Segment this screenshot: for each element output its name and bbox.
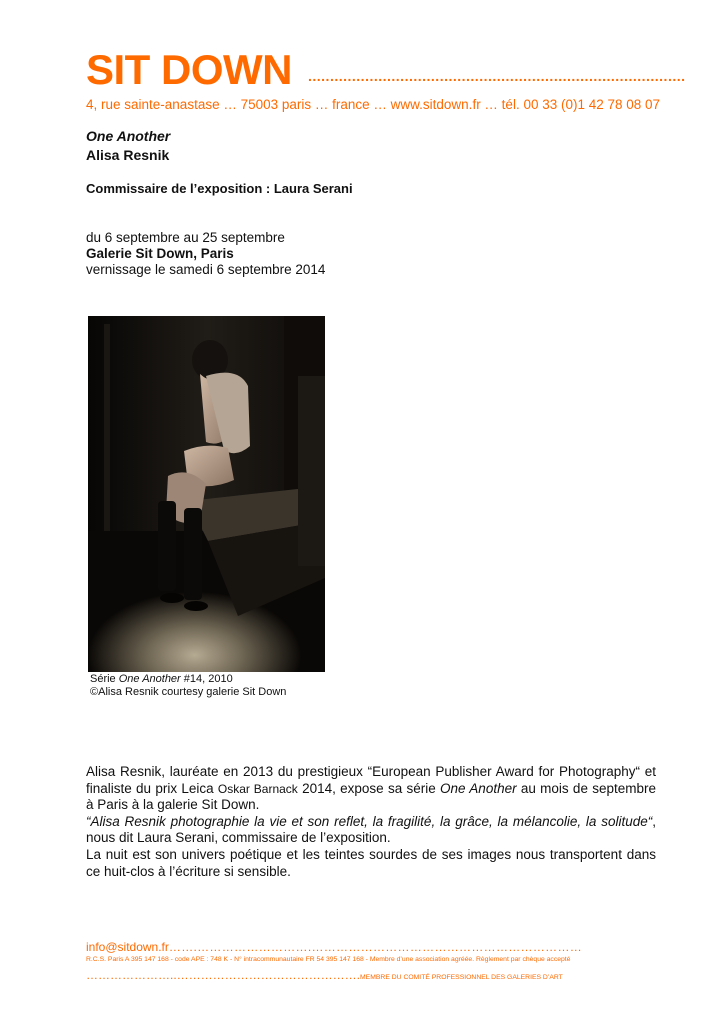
intro-text: Alisa Resnik, lauréate en 2013 du prestigieux “European Publisher Award for Photography“ et finaliste du prix Leica bbox=[86, 764, 656, 796]
artwork-photo bbox=[88, 316, 325, 672]
caption-prefix: Série bbox=[90, 673, 119, 685]
footer-email-line bbox=[86, 940, 582, 954]
gallery-address: 4, rue sainte-anastase … 75003 paris … france … www.sitdown.fr … tél. 00 33 (0)1 42 78 08 07 bbox=[86, 97, 661, 112]
paragraph-quote bbox=[86, 814, 656, 847]
prize-name: Oskar Barnack bbox=[217, 781, 298, 796]
caption-work-title: One Another bbox=[118, 673, 181, 685]
series-title: One Another bbox=[440, 780, 517, 796]
email-link[interactable]: info@sitdown.fr bbox=[86, 940, 169, 954]
intro-text-3: au mois de septembre à Paris à la galerie Sit Down. bbox=[86, 780, 657, 813]
quote-attribution: , nous dit Laura Serani, commissaire de l’exposition. bbox=[86, 813, 656, 846]
paragraph-intro bbox=[86, 764, 656, 814]
curator-quote: “Alisa Resnik photographie la vie et son reflet, la fragilité, la grâce, la mélancolie, la solitude“ bbox=[86, 813, 653, 829]
footer-dotted-rule: …….……………………….………………………………………………………… bbox=[168, 940, 583, 954]
curator-line: Commissaire de l’exposition : Laura Serani bbox=[86, 181, 353, 196]
footer-member-line bbox=[86, 968, 563, 982]
caption-suffix: #14, 2010 bbox=[180, 673, 233, 685]
intro-text-2: 2014, expose sa série bbox=[297, 780, 441, 796]
brand-title: SIT DOWN bbox=[86, 46, 292, 93]
brand-dotted-rule: ...................................................................................... bbox=[308, 68, 686, 84]
opening-date: vernissage le samedi 6 septembre 2014 bbox=[86, 262, 326, 277]
photo-caption-credit: ©Alisa Resnik courtesy galerie Sit Down bbox=[90, 686, 287, 698]
gallery-name: Galerie Sit Down, Paris bbox=[86, 246, 234, 261]
footer-member-dots: …………………..………………………………………. bbox=[86, 968, 361, 982]
paragraph-closing: La nuit est son univers poétique et les teintes sourdes de ses images nous transportent dans ce huit-clos à l’écriture si sensible. bbox=[86, 846, 656, 879]
footer-legal: R.C.S. Paris A 395 147 168 - code APE : 748 K - N° intracommunautaire FR 54 395 147 168 - Membre d’une association agréée. Règlement par chèque accepté bbox=[86, 956, 571, 963]
exhibition-dates: du 6 septembre au 25 septembre bbox=[86, 230, 285, 245]
artist-name: Alisa Resnik bbox=[86, 147, 170, 163]
footer-member-text: MEMBRE DU COMITÉ PROFESSIONNEL DES GALERIES D’ART bbox=[360, 974, 563, 981]
exhibition-title: One Another bbox=[86, 128, 171, 144]
photo-caption-series bbox=[90, 673, 233, 685]
press-text bbox=[86, 764, 656, 880]
